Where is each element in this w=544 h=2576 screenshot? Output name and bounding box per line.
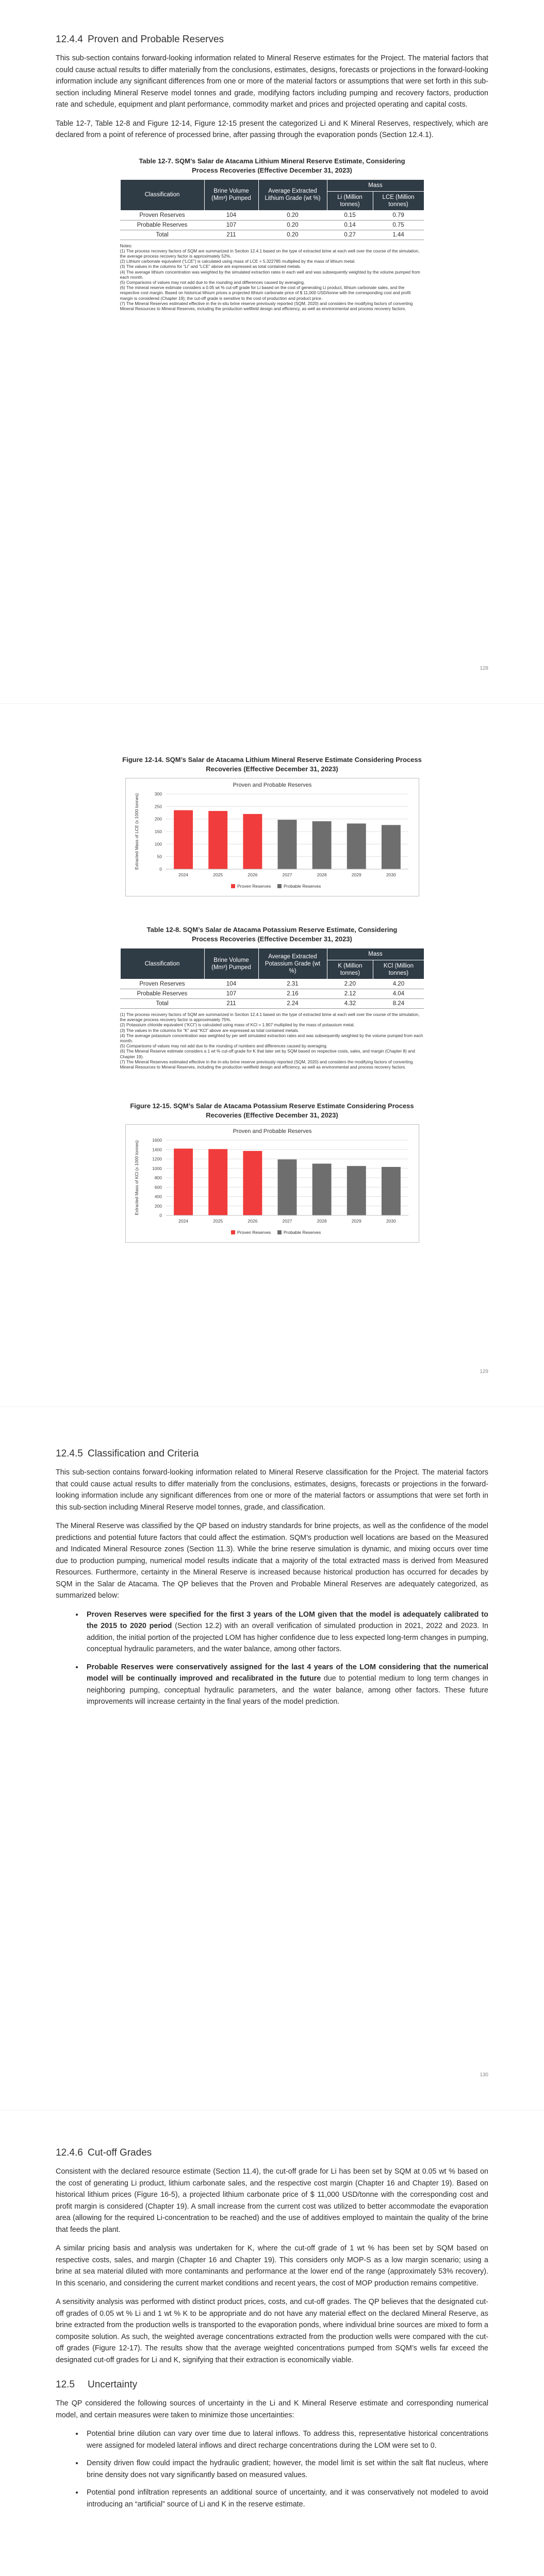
cell: 211 xyxy=(204,999,258,1009)
cell: Probable Reserves xyxy=(120,220,204,230)
paragraph: Table 12-7, Table 12-8 and Figure 12-14, Figure 12-15 present the categorized Li and K Mineral Reserves, respectively, which are declared from a point of reference of processed brine, after passing through the evaporation ponds (Section 12.4.1). xyxy=(56,119,488,139)
note: (3) The values in the columns for “Li” and “LCE” above are expressed as total contained metals. xyxy=(120,264,301,269)
x-tick-label: 2028 xyxy=(317,1218,327,1224)
note: (1) The process recovery factors of SQM are summarized in Section 12.4.1 based on the type of extracted brine at each well over the course of the simulation, the average process recovery factor is approximately 75%. xyxy=(120,1012,420,1023)
list-item xyxy=(84,1609,488,1655)
note: (5) Comparisons of values may not add due to the rounding of numbers and differences caused by averaging. xyxy=(120,1043,327,1049)
legend-label: Probable Reserves xyxy=(283,884,321,889)
cell: 0.79 xyxy=(373,210,424,220)
note: Notes: xyxy=(120,243,133,248)
col-header-classification: Classification xyxy=(120,948,204,979)
potassium-reserve-table xyxy=(120,948,424,1009)
note: (7) The Mineral Reserves estimated effective in the in-situ brine reserve previously reported (SQM, 2020) and considers the modifying factors of converting Mineral Resources to Mineral Reserves, including the production wellfield design and efficiency, as well as environmental and process recovery factors. xyxy=(120,300,413,311)
bar xyxy=(174,1149,193,1216)
list-item: • Potential brine dilution can vary over time due to lateral inflows. To address this, representative historical concentrations were assigned for modeled lateral inflows and direct recharge concentrations during the LOM were set to 0. xyxy=(84,2428,488,2451)
cell: 107 xyxy=(204,989,258,999)
cell: 0.75 xyxy=(373,220,424,230)
table-caption: Table 12-8. SQM’s Salar de Atacama Potassium Reserve Estimate, Considering Process Recoveries (Effective December 31, 2023) xyxy=(146,926,398,943)
bar xyxy=(208,1149,227,1216)
page-3 xyxy=(0,1406,544,2110)
x-tick-label: 2030 xyxy=(386,872,396,877)
bar xyxy=(381,1167,400,1215)
y-tick-label: 1600 xyxy=(152,1138,162,1143)
y-tick-label: 200 xyxy=(154,1203,162,1209)
page-number: 129 xyxy=(480,1369,488,1375)
x-tick-label: 2027 xyxy=(282,1218,292,1224)
chart-title: Proven and Probable Reserves xyxy=(233,1128,311,1135)
cell: Total xyxy=(120,230,204,240)
page-1 xyxy=(0,0,544,703)
x-tick-label: 2026 xyxy=(247,1218,257,1224)
cell: Proven Reserves xyxy=(120,979,204,989)
y-tick-label: 1200 xyxy=(152,1156,162,1162)
lithium-chart-svg xyxy=(126,778,419,896)
bar xyxy=(174,810,193,869)
cell: 104 xyxy=(204,210,258,220)
note: (6) The Mineral Reserve estimate considers a 1 wt % cut-off grade for K that later set by SQM based on respective costs, sales, and margin (Chapter 8) and Chapter 19). xyxy=(120,1048,415,1059)
col-header-grade: Average Extracted Lithium Grade (wt %) xyxy=(258,179,327,210)
cell: 0.27 xyxy=(327,230,373,240)
table-row xyxy=(120,989,424,999)
y-tick-label: 150 xyxy=(154,829,162,834)
cell: 4.20 xyxy=(373,979,424,989)
cell: 211 xyxy=(204,230,258,240)
lithium-reserve-chart xyxy=(125,778,419,896)
bar xyxy=(277,820,296,869)
note: (1) The process recovery factors of SQM are summarized in Section 12.4.1 based on the type of extracted brine at each well over the course of the simulation, the average process recovery factor is approximately 52%. xyxy=(120,248,420,259)
x-tick-label: 2024 xyxy=(178,1218,188,1224)
bar xyxy=(312,1164,331,1215)
note: (4) The average lithium concentration was weighted by the simulated extraction rates in each well and was subsequently weighted by the volume pumped from each month. xyxy=(120,269,420,280)
page-number: 130 xyxy=(480,2072,488,2078)
col-header-li: Li (Million tonnes) xyxy=(327,191,373,210)
bar xyxy=(347,1166,366,1215)
section-number: 12.5 xyxy=(56,2379,75,2390)
table-row xyxy=(120,230,424,240)
table-notes xyxy=(120,243,424,312)
note: (2) Potassium chloride equivalent (“KCl”) is calculated using mass of KCl = 1.907 multiplied by the mass of potassium metal. xyxy=(120,1022,355,1028)
note: (6) The mineral reserve estimate considers a 0.05 wt % cut-off grade for Li based on the cost of generating Li product, lithium carbonate sales, and the respective cost margin. Based on historical lithium prices a projected lithium carbonate price of $ 11,000 USD/tonne with the corresponding cost and profit margin is considered (Chapter 19); the cut-off grade is sensitive to the cost of production and product price. xyxy=(120,285,411,301)
cell: 1.44 xyxy=(373,230,424,240)
note: (3) The values in the columns for “K” and “KCl” above are expressed as total contained metals. xyxy=(120,1027,300,1033)
cell: 4.32 xyxy=(327,999,373,1009)
paragraph: The Mineral Reserve was classified by the QP based on industry standards for brine projects, as well as the confidence of the model predictions and potential future factors that could affect the estimation. SQM’s production well locations are based on the Measured and Indicated Mineral Resource zones (Section 11.3). While the brine reserve simulation is dynamic, and mixing occurs over time due to production pumping, numerical model results indicate that a majority of the total extracted mass is derived from Measured Resources. Furthermore, certainty in the Mineral Reserve is increased because historical production has occurred for decades by SQM in the Salar de Atacama. The QP believes that the Proven and Probable Mineral Reserves are adequately categorized, as summarized below: xyxy=(56,1522,488,1600)
y-tick-label: 1000 xyxy=(152,1165,162,1171)
x-tick-label: 2027 xyxy=(282,872,292,877)
cell: Total xyxy=(120,999,204,1009)
cell: 0.20 xyxy=(258,220,327,230)
cell: Proven Reserves xyxy=(120,210,204,220)
list-item: • Density driven flow could impact the hydraulic gradient; however, the model limit is set within the salt flat nucleus, where brine density does not vary significantly based on measured values. xyxy=(84,2458,488,2481)
page-4 xyxy=(0,2110,544,2576)
legend-label: Proven Reserves xyxy=(237,884,271,889)
cell: 2.24 xyxy=(258,999,327,1009)
x-tick-label: 2030 xyxy=(386,1218,396,1224)
cell: 0.15 xyxy=(327,210,373,220)
x-tick-label: 2025 xyxy=(212,872,223,877)
y-tick-label: 100 xyxy=(154,841,162,847)
col-header-kcl: KCl (Million tonnes) xyxy=(373,960,424,979)
y-axis-label: Extracted Mass of KCl (x 1000 tonnes) xyxy=(134,1140,139,1215)
section-title: Cut-off Grades xyxy=(88,2147,152,2158)
note: (2) Lithium carbonate equivalent (“LCE”) is calculated using mass of LCE = 5.322785 multiplied by the mass of lithium metal. xyxy=(120,259,356,264)
bar xyxy=(277,1160,296,1216)
x-tick-label: 2029 xyxy=(351,872,361,877)
table-row xyxy=(120,210,424,220)
col-header-grade: Average Extracted Potassium Grade (wt %) xyxy=(258,948,327,979)
col-header-classification: Classification xyxy=(120,179,204,210)
y-tick-label: 400 xyxy=(154,1194,162,1199)
cell: 104 xyxy=(204,979,258,989)
cell: 107 xyxy=(204,220,258,230)
legend-label: Probable Reserves xyxy=(283,1230,321,1235)
note: (5) Comparisons of values may not add due to the rounding and differences caused by averaging. xyxy=(120,279,305,285)
section-number: 12.4.5 xyxy=(56,1448,83,1459)
section-title: Classification and Criteria xyxy=(88,1448,199,1459)
y-tick-label: 200 xyxy=(154,816,162,822)
note: (7) The Mineral Reserves estimated effective in the in-situ brine reserve previously reported (SQM, 2020) and considers the modifying factors of converting Mineral Resources to Mineral Reserves, including the production wellfield design and efficiency, as well as environmental and process recovery factors. xyxy=(120,1059,413,1070)
cell: 0.14 xyxy=(327,220,373,230)
y-tick-label: 300 xyxy=(154,791,162,796)
cell: 4.04 xyxy=(373,989,424,999)
x-tick-label: 2028 xyxy=(317,872,327,877)
page-2 xyxy=(0,703,544,1406)
figure-caption: Figure 12-15. SQM’s Salar de Atacama Potassium Reserve Estimate Considering Process Recoveries (Effective December 31, 2023) xyxy=(130,1102,414,1120)
col-header-lce: LCE (Million tonnes) xyxy=(373,191,424,210)
y-tick-label: 600 xyxy=(154,1184,162,1190)
y-tick-label: 0 xyxy=(159,1213,162,1218)
note: (4) The average potassium concentration was weighted by per well simulated extraction rates and was subsequently weighted by the volume pumped from each month. xyxy=(120,1032,423,1044)
table-row xyxy=(120,979,424,989)
section-title: Uncertainty xyxy=(88,2379,138,2390)
bar xyxy=(243,814,262,869)
col-header-volume: Brine Volume (Mm³) Pumped xyxy=(204,179,258,210)
potassium-reserve-chart xyxy=(125,1124,419,1243)
y-tick-label: 1400 xyxy=(152,1147,162,1153)
potassium-chart-svg xyxy=(126,1125,419,1242)
legend-swatch xyxy=(277,1230,282,1234)
bar xyxy=(208,811,227,869)
cell: 8.24 xyxy=(373,999,424,1009)
cell: Probable Reserves xyxy=(120,989,204,999)
col-header-volume: Brine Volume (Mm³) Pumped xyxy=(204,948,258,979)
paragraph: This sub-section contains forward-looking information related to Mineral Reserve classification for the Project. The material factors that could cause actual results to differ materially from the conclusions, estimates, designs, forecasts or projections in the forward-looking information include any significant differences from one or more of the material factors or assumptions that were set forth in this sub-section including Mineral Reserve model tonnes, grade, and classification. xyxy=(56,1468,488,1512)
figure-caption: Figure 12-14. SQM’s Salar de Atacama Lithium Mineral Reserve Estimate Considering Process Recoveries (Effective December 31, 2023) xyxy=(122,756,422,773)
cell: 0.20 xyxy=(258,230,327,240)
paragraph: A sensitivity analysis was performed with distinct product prices, costs, and cut-off grades. The QP believes that the designated cut-off grades of 0.05 wt % Li and 1 wt % K to be appropriate and do not have any material effect on the declared Mineral Reserve, as brine extracted from the production wells is transported to the evaporation ponds, where individual brine sources are mixed to form a composite solution. As such, the weighted average concentrations extracted from the production wells were compared with the cut-off grades (Figure 12-17). The results show that the average weighted concentrations pumped from SQM’s wells far exceed the designated cut-off grades for Li and K, signifying that their extraction is economically viable. xyxy=(56,2298,488,2364)
item-text: due to potential medium to long term changes in neighboring pumping, conceptual hydraulic parameters, and the water balance, among other factors. These future improvements will increase certainty in the final years of the model prediction. xyxy=(87,1674,488,1706)
legend-swatch xyxy=(231,884,235,888)
paragraph: The QP considered the following sources of uncertainty in the Li and K Mineral Reserve estimate and corresponding numerical model, and certain measures were taken to minimize those uncertainties: xyxy=(56,2399,488,2419)
y-tick-label: 0 xyxy=(159,867,162,872)
section-number: 12.4.4 xyxy=(56,34,83,45)
paragraph: A similar pricing basis and analysis was undertaken for K, where the cut-off grade of 1 wt % has been set by SQM based on respective costs, sales, and margin (Chapter 16 and Chapter 19). This considers only MOP-S as a low margin scenario; using a brine at sea material diluted with more contaminants and performance at the lower end of the range (approximately 53% recovery). In this scenario, and considering the current market conditions and recent years, the cost of MOP production remains competitive. xyxy=(56,2244,488,2287)
bar xyxy=(312,821,331,869)
legend-swatch xyxy=(231,1230,235,1234)
bold-lead: Probable Reserves were conservatively assigned for the last 4 years of the LOM considering that the numerical model will be continually improved and recalibrated in the future xyxy=(87,1663,488,1683)
col-header-k: K (Million tonnes) xyxy=(327,960,373,979)
section-heading xyxy=(56,2147,488,2159)
table-notes xyxy=(120,1012,424,1070)
legend-label: Proven Reserves xyxy=(237,1230,271,1235)
section-number: 12.4.6 xyxy=(56,2147,83,2158)
bullet-list xyxy=(56,2428,488,2510)
bar xyxy=(381,825,400,869)
y-axis-label: Extracted Mass of LCE (x 1000 tonnes) xyxy=(134,793,139,870)
col-header-mass: Mass xyxy=(327,948,424,960)
section-heading xyxy=(56,2379,488,2391)
bullet-list xyxy=(56,1609,488,1708)
y-tick-label: 800 xyxy=(154,1175,162,1181)
table-row xyxy=(120,220,424,230)
section-title: Proven and Probable Reserves xyxy=(88,34,224,45)
paragraph: This sub-section contains forward-looking information related to Mineral Reserve estimates for the Project. The material factors that could cause actual results to differ materially from the conclusions, estimates, designs, forecasts or projections in the forward-looking information include any significant differences from one or more of the material factors or assumptions that were set forth in this sub-section including Mineral Reserve model tonnes and grade, modifying factors including pumping and recovery factors, production rate and schedule, equipment and plant performance, commodity market and prices and projected operating and capital costs. xyxy=(56,54,488,109)
table-caption: Table 12-7. SQM’s Salar de Atacama Lithium Mineral Reserve Estimate, Considering Process Recoveries (Effective December 31, 2023) xyxy=(139,157,405,174)
paragraph: Consistent with the declared resource estimate (Section 11.4), the cut-off grade for Li has been set by SQM at 0.05 wt % based on the cost of generating Li product, lithium carbonate sales, and the respective cost margin (Chapter 16 and Chapter 19). Based on historical lithium prices (Figure 16-5), a projected lithium carbonate price of $ 11,000 USD/tonne with the corresponding cost and profit margin is considered (Chapter 19). A small increase from the current cost was utilized to better accommodate the evaporation area (allowing for the required Li-concentration to be reached) and the use of additives employed to maintain the quality of the brine that feeds the plant. xyxy=(56,2167,488,2234)
list-item xyxy=(84,1662,488,1708)
item-text: (Section 12.2) with an overall verification of simulated production in 2021, 2022 and 2023. In addition, the initial portion of the projected LOM has higher confidence due to less expected long-term changes in pumping, conceptual hydraulic parameters, and the water balance, among other factors. xyxy=(87,1622,488,1653)
col-header-mass: Mass xyxy=(327,179,424,191)
x-tick-label: 2025 xyxy=(212,1218,223,1224)
cell: 0.20 xyxy=(258,210,327,220)
table-row xyxy=(120,999,424,1009)
page-number: 128 xyxy=(480,666,488,671)
x-tick-label: 2024 xyxy=(178,872,188,877)
x-tick-label: 2026 xyxy=(247,872,257,877)
cell: 2.16 xyxy=(258,989,327,999)
cell: 2.20 xyxy=(327,979,373,989)
legend-swatch xyxy=(277,884,282,888)
y-tick-label: 250 xyxy=(154,804,162,809)
bold-lead: Proven Reserves were specified for the first 3 years of the LOM given that the model is adequately calibrated to the 2015 to 2020 period xyxy=(87,1610,488,1630)
cell: 2.31 xyxy=(258,979,327,989)
section-heading xyxy=(56,34,488,45)
lithium-reserve-table xyxy=(120,179,424,240)
bar xyxy=(347,823,366,869)
chart-title: Proven and Probable Reserves xyxy=(233,782,311,788)
x-tick-label: 2029 xyxy=(351,1218,361,1224)
section-heading xyxy=(56,1448,488,1460)
list-item: • Potential pond infiltration represents an additional source of uncertainty, and it was conservatively not modeled to avoid introducing an “artificial” source of Li and K in the reserve estimate. xyxy=(84,2487,488,2510)
cell: 2.12 xyxy=(327,989,373,999)
y-tick-label: 50 xyxy=(157,854,162,859)
bar xyxy=(243,1151,262,1215)
